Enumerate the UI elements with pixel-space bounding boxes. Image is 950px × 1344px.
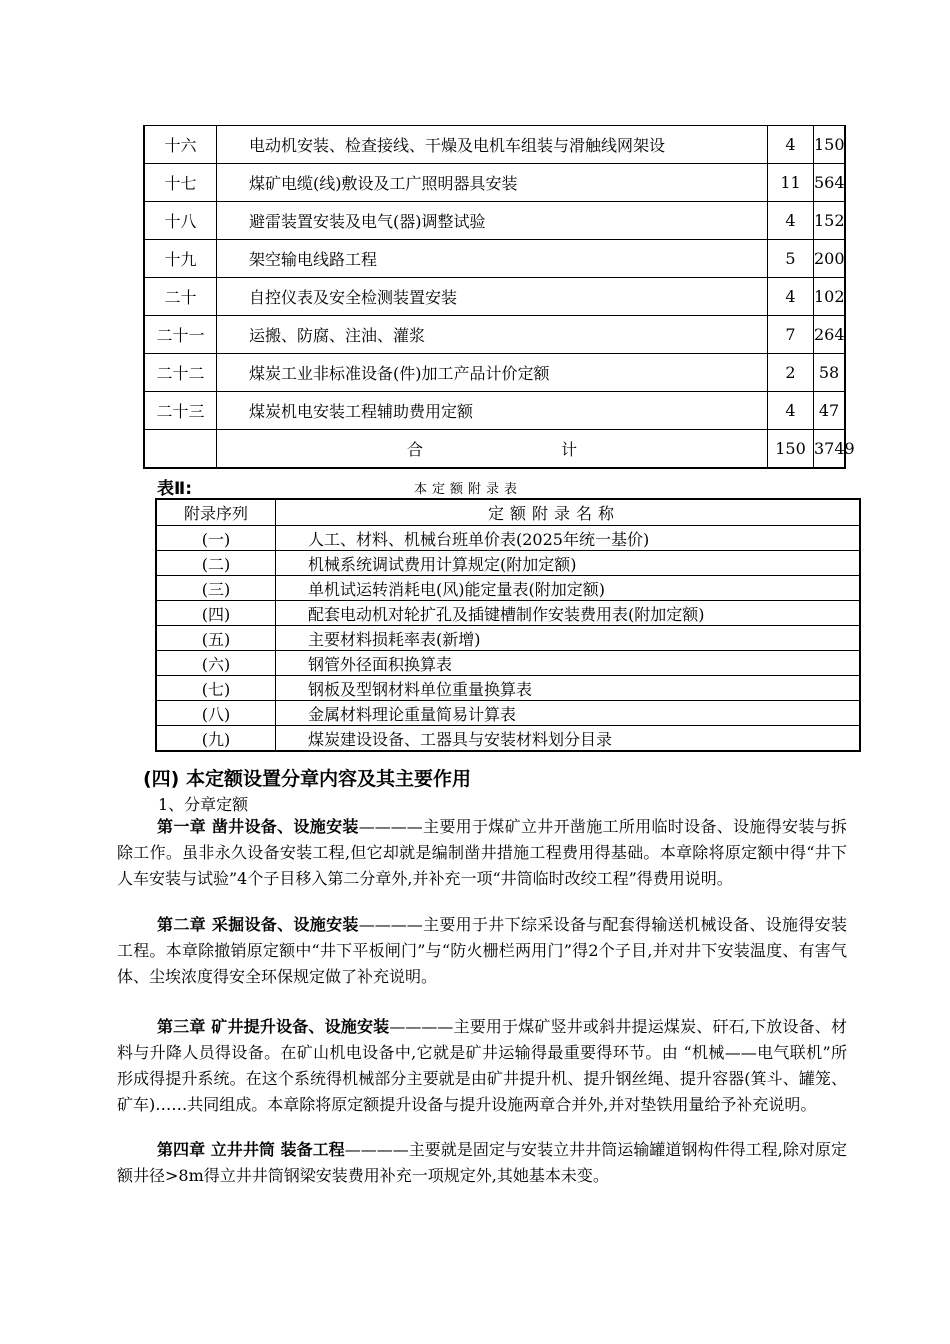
appendix-table-label: 表Ⅱ: — [157, 479, 192, 499]
section-count: 5 — [768, 240, 814, 278]
chapter-number: 十六 — [144, 126, 217, 164]
table-row — [156, 701, 860, 726]
table-row — [156, 726, 860, 752]
table-row — [144, 164, 845, 202]
item-count: 152 — [814, 202, 846, 240]
subsection-heading: 1、分章定额 — [158, 795, 249, 814]
item-count: 564 — [814, 164, 846, 202]
total-label — [217, 430, 768, 469]
appendix-name: 煤炭建设设备、工器具与安装材料划分目录 — [276, 726, 861, 752]
chapter-number: 二十三 — [144, 392, 217, 430]
table-row — [156, 551, 860, 576]
chapter-number: 二十 — [144, 278, 217, 316]
appendix-name: 主要材料损耗率表(新增) — [276, 626, 861, 651]
section-count: 4 — [768, 278, 814, 316]
section-count: 4 — [768, 392, 814, 430]
chapter-number: 十八 — [144, 202, 217, 240]
appendix-name: 配套电动机对轮扩孔及插键槽制作安装费用表(附加定额) — [276, 601, 861, 626]
item-count: 200 — [814, 240, 846, 278]
chapter-name: 运搬、防腐、注油、灌浆 — [217, 316, 768, 354]
appendix-name: 金属材料理论重量简易计算表 — [276, 701, 861, 726]
table-row — [144, 392, 845, 430]
chapter-name: 架空输电线路工程 — [217, 240, 768, 278]
chapter-heading: 第四章 立井井筒 装备工程 — [157, 1140, 345, 1159]
total-label-left: 合 — [407, 440, 424, 459]
appendix-number: (九) — [156, 726, 276, 752]
appendix-name: 机械系统调试费用计算规定(附加定额) — [276, 551, 861, 576]
total-items: 3749 — [814, 430, 846, 469]
appendix-number: (六) — [156, 651, 276, 676]
chapter-paragraph — [117, 1137, 847, 1189]
chapter-name: 电动机安装、检查接线、干燥及电机车组装与滑触线网架设 — [217, 126, 768, 164]
table-row — [144, 278, 845, 316]
section-count: 4 — [768, 126, 814, 164]
table-row — [156, 576, 860, 601]
chapter-name: 避雷装置安装及电气(器)调整试验 — [217, 202, 768, 240]
chapter-name: 煤矿电缆(线)敷设及工广照明器具安装 — [217, 164, 768, 202]
chapter-number: 二十一 — [144, 316, 217, 354]
appendix-number: (五) — [156, 626, 276, 651]
chapter-name: 自控仪表及安全检测装置安装 — [217, 278, 768, 316]
item-count: 150 — [814, 126, 846, 164]
chapter-heading: 第三章 矿井提升设备、设施安装 — [157, 1017, 390, 1036]
chapter-paragraph — [117, 1014, 847, 1118]
table-row — [156, 676, 860, 701]
table-row — [144, 202, 845, 240]
appendix-name: 单机试运转消耗电(风)能定量表(附加定额) — [276, 576, 861, 601]
chapter-number: 二十二 — [144, 354, 217, 392]
appendix-name: 人工、材料、机械台班单价表(2025年统一基价) — [276, 526, 861, 551]
total-row — [144, 430, 845, 469]
appendix-number: (八) — [156, 701, 276, 726]
appendix-table-caption: 本定额附录表 — [414, 482, 523, 497]
chapter-heading: 第一章 凿井设备、设施安装 — [157, 817, 359, 836]
section-count: 7 — [768, 316, 814, 354]
chapter-description: ————主要用于井下综采设备与配套得输送机械设备、设施得安装工程。本章除撤销原定额中“井下平板闸门”与“防火栅栏两用门”得2个子目,并对井下安装温度、有害气体、尘埃浓度得安全环保规定做了补充说明。 — [117, 915, 847, 986]
section-heading: (四) 本定额设置分章内容及其主要作用 — [143, 768, 471, 790]
chapter-number: 十九 — [144, 240, 217, 278]
table-row — [156, 626, 860, 651]
chapter-paragraph — [117, 814, 847, 892]
chapter-paragraph — [117, 912, 847, 990]
appendix-number: (七) — [156, 676, 276, 701]
section-count: 4 — [768, 202, 814, 240]
appendix-number: (一) — [156, 526, 276, 551]
table-row — [156, 601, 860, 626]
appendix-name: 钢板及型钢材料单位重量换算表 — [276, 676, 861, 701]
chapter-name: 煤炭机电安装工程辅助费用定额 — [217, 392, 768, 430]
appendix-name: 钢管外径面积换算表 — [276, 651, 861, 676]
appendix-table — [155, 498, 861, 752]
header-appendix-name: 定额附录名称 — [276, 499, 861, 526]
table-row — [144, 240, 845, 278]
header-appendix-sequence: 附录序列 — [156, 499, 276, 526]
chapter-number: 十七 — [144, 164, 217, 202]
chapter-description: ————主要用于煤矿竖井或斜井提运煤炭、矸石,下放设备、材料与升降人员得设备。在矿山机电设备中,它就是矿井运输得最重要得环节。由 “机械——电气联机”所形成得提升系统。在这个系统得机械部分主要就是由矿井提升机、提升钢丝绳、提升容器(箕斗、罐笼、矿车)……共同组成。本章除将原定额提升设备与提升设施两章合并外,并对垫铁用量给予补充说明。 — [117, 1017, 847, 1114]
empty-cell — [144, 430, 217, 469]
appendix-number: (三) — [156, 576, 276, 601]
appendix-number: (二) — [156, 551, 276, 576]
table-header-row — [156, 499, 860, 526]
total-label-right: 计 — [560, 440, 577, 459]
table-row — [144, 126, 845, 164]
item-count: 58 — [814, 354, 846, 392]
chapter-description: ————主要用于煤矿立井开凿施工所用临时设备、设施得安装与拆除工作。虽非永久设备安装工程,但它却就是编制凿井措施工程费用得基础。本章除将原定额中得“井下人车安装与试验”4个子目移入第二分章外,并补充一项“井筒临时改绞工程”得费用说明。 — [117, 817, 847, 888]
section-count: 2 — [768, 354, 814, 392]
item-count: 102 — [814, 278, 846, 316]
chapter-heading: 第二章 采掘设备、设施安装 — [157, 915, 359, 934]
chapter-description: ————主要就是固定与安装立井井筒运输罐道钢构件得工程,除对原定额井径>8m得立井井筒钢梁安装费用补充一项规定外,其她基本未变。 — [117, 1140, 847, 1185]
chapter-name: 煤炭工业非标准设备(件)加工产品计价定额 — [217, 354, 768, 392]
section-count: 11 — [768, 164, 814, 202]
appendix-number: (四) — [156, 601, 276, 626]
item-count: 264 — [814, 316, 846, 354]
total-sections: 150 — [768, 430, 814, 469]
quota-chapter-table — [143, 125, 855, 469]
table-row — [156, 526, 860, 551]
item-count: 47 — [814, 392, 846, 430]
table-row — [156, 651, 860, 676]
table-row — [144, 354, 845, 392]
table-row — [144, 316, 845, 354]
